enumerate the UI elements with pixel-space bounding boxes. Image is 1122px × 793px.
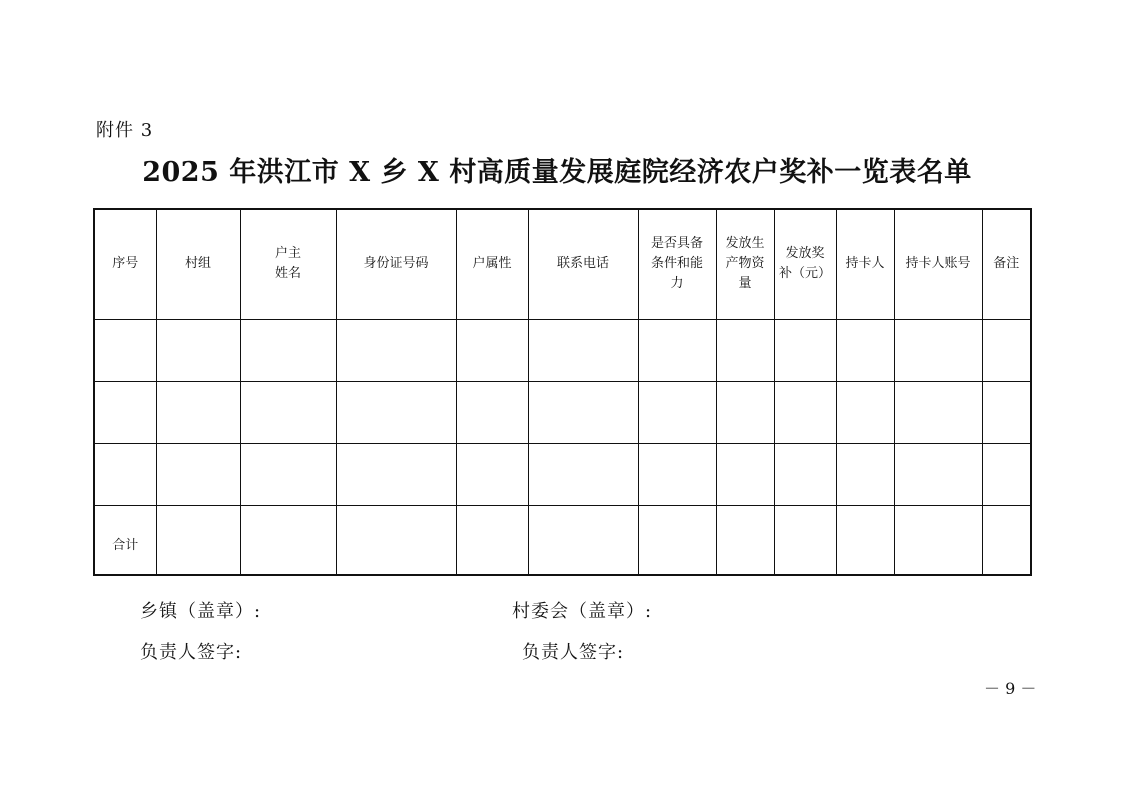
header-id-number: [336, 209, 456, 319]
header-household-type-line-1: 户属性: [472, 256, 512, 272]
header-capability: [638, 209, 716, 319]
header-seq-line-1: 序号: [112, 256, 139, 272]
village-seal-label: 村委会（盖章）:: [512, 601, 653, 622]
header-householder-line-1: 户主: [274, 246, 301, 262]
table-cell: [774, 319, 836, 381]
table-row: [94, 443, 1031, 505]
header-materials-line-3: 量: [738, 276, 752, 292]
table-cell: [894, 443, 982, 505]
table-cell: [156, 319, 240, 381]
table-cell: [94, 319, 156, 381]
table-cell: [982, 319, 1031, 381]
table-cell: [94, 381, 156, 443]
table-cell: [894, 381, 982, 443]
table-cell: [982, 443, 1031, 505]
header-subsidy-line-1: 发放奖: [785, 246, 825, 262]
table-cell: [638, 319, 716, 381]
total-label: 合计: [94, 505, 156, 575]
table-cell: [456, 381, 528, 443]
header-village-group-line-1: 村组: [184, 256, 211, 272]
table-cell: [836, 319, 894, 381]
table-cell: [156, 381, 240, 443]
table-cell: [836, 505, 894, 575]
header-phone: [528, 209, 638, 319]
document-title: 2025 年洪江市 X 乡 X 村高质量发展庭院经济农户奖补一览表名单: [142, 157, 972, 188]
table-cell: [528, 319, 638, 381]
table-cell: [94, 443, 156, 505]
table-cell: [336, 505, 456, 575]
table-cell: [774, 443, 836, 505]
table-header-row: [94, 209, 1031, 319]
table-cell: [638, 505, 716, 575]
header-village-group: [156, 209, 240, 319]
table-cell: [528, 443, 638, 505]
header-capability-line-2: 条件和能: [650, 256, 703, 272]
table-cell: [774, 381, 836, 443]
header-materials: [716, 209, 774, 319]
header-phone-line-1: 联系电话: [556, 256, 609, 272]
table-cell: [982, 505, 1031, 575]
header-remarks: [982, 209, 1031, 319]
header-id-number-line-1: 身份证号码: [363, 256, 429, 272]
table-cell: [528, 505, 638, 575]
header-subsidy-line-2: 补（元）: [778, 266, 831, 282]
table-cell: [716, 505, 774, 575]
header-cardholder-line-1: 持卡人: [845, 256, 885, 272]
header-remarks-line-1: 备注: [993, 256, 1020, 272]
table-cell: [156, 443, 240, 505]
table-row: [94, 319, 1031, 381]
header-householder-name: [240, 209, 336, 319]
header-cardholder: [836, 209, 894, 319]
header-materials-line-2: 产物资: [725, 256, 765, 272]
responsible-signature-left: 负责人签字:: [140, 642, 243, 663]
header-householder-line-2: 姓名: [274, 266, 301, 282]
table-cell: [240, 505, 336, 575]
table-cell: [894, 505, 982, 575]
header-materials-line-1: 发放生: [725, 236, 765, 252]
table-cell: [716, 319, 774, 381]
table-cell: [336, 319, 456, 381]
table-cell: [638, 381, 716, 443]
table-cell: [456, 505, 528, 575]
table-cell: [336, 381, 456, 443]
table-cell: [336, 443, 456, 505]
header-card-account-line-1: 持卡人账号: [905, 256, 971, 272]
header-card-account: [894, 209, 982, 319]
total-row: [94, 505, 1031, 575]
header-capability-line-3: 力: [670, 276, 684, 292]
award-table: [93, 208, 1032, 576]
table-cell: [638, 443, 716, 505]
table-row: [94, 381, 1031, 443]
table-cell: [456, 443, 528, 505]
table-cell: [240, 381, 336, 443]
table-cell: [716, 443, 774, 505]
page-number: － 9 －: [984, 679, 1037, 698]
table-cell: [982, 381, 1031, 443]
table-cell: [774, 505, 836, 575]
attachment-label: 附件 3: [96, 120, 154, 141]
header-capability-line-1: 是否具备: [650, 236, 703, 252]
header-subsidy: [774, 209, 836, 319]
table-cell: [156, 505, 240, 575]
table-cell: [716, 381, 774, 443]
table-cell: [528, 381, 638, 443]
table-cell: [836, 381, 894, 443]
table-cell: [240, 319, 336, 381]
township-seal-label: 乡镇（盖章）:: [140, 601, 262, 622]
table-cell: [240, 443, 336, 505]
table-cell: [894, 319, 982, 381]
table-cell: [836, 443, 894, 505]
table-cell: [456, 319, 528, 381]
responsible-signature-right: 负责人签字:: [522, 642, 625, 663]
header-household-type: [456, 209, 528, 319]
header-seq: [94, 209, 156, 319]
